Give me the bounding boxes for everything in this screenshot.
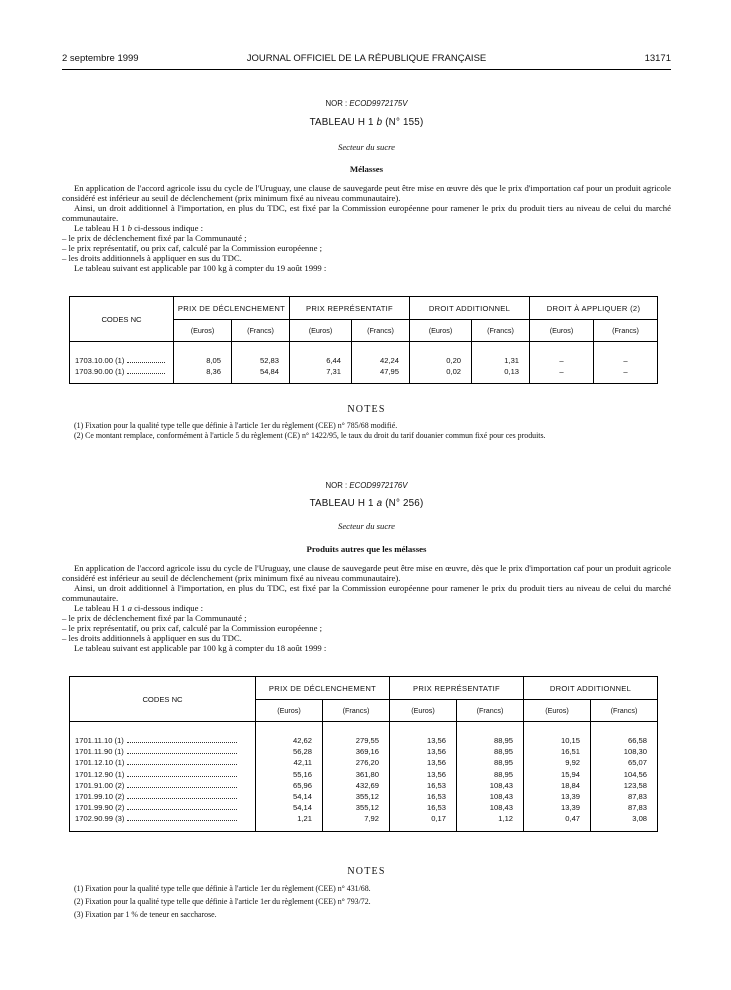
code-cell: 1702.90.99 (3) xyxy=(75,814,125,824)
notes-heading: NOTES xyxy=(347,866,386,877)
data-table xyxy=(69,296,658,384)
value-cell: 65,96 xyxy=(292,780,312,790)
value-cell: 123,58 xyxy=(623,780,648,790)
intro-prefix: Le tableau H 1 xyxy=(74,603,126,613)
subject-heading: Mélasses xyxy=(349,164,384,174)
code-cell: 1701.11.90 (1) xyxy=(75,747,124,757)
value-cell: 55,16 xyxy=(292,769,312,779)
code-cell: 1701.11.10 (1) xyxy=(75,736,124,745)
nor-label: NOR : xyxy=(325,481,348,490)
title-suffix: (N° 256) xyxy=(385,498,424,509)
header-date: 2 septembre 1999 xyxy=(62,53,139,64)
value-cell: 108,43 xyxy=(489,792,514,802)
value-cell: 15,94 xyxy=(561,769,581,779)
value-cell: 355,12 xyxy=(355,792,379,802)
unit-header: (Euros) xyxy=(524,700,591,722)
title-letter: b xyxy=(376,117,383,128)
value-cell: 104,56 xyxy=(623,769,648,779)
value-cell: 47,95 xyxy=(380,367,400,377)
codes-column xyxy=(70,722,256,832)
nor-label: NOR : xyxy=(325,99,348,108)
applicable-date: Le tableau suivant est applicable par 100 kg à compter du 18 août 1999 : xyxy=(74,643,327,653)
value-cell: 18,84 xyxy=(561,780,581,790)
unit-header: (Francs) xyxy=(323,700,390,722)
title-prefix: TABLEAU H 1 xyxy=(309,117,374,128)
bullet-item: – le prix représentatif, ou prix caf, calculé par la Commission européenne ; xyxy=(62,243,323,253)
unit-header: (Francs) xyxy=(591,700,658,722)
value-cell: 13,39 xyxy=(561,803,581,813)
value-cell: 13,56 xyxy=(426,747,446,757)
value-cell: 0,13 xyxy=(504,367,520,377)
group-header: DROIT ADDITIONNEL xyxy=(524,677,658,700)
value-column xyxy=(472,342,530,384)
code-cell: 1701.99.90 (2) xyxy=(75,803,125,813)
value-cell: 1,31 xyxy=(504,356,520,365)
value-cell: 0,20 xyxy=(446,356,462,365)
table-row xyxy=(75,746,255,757)
subject-heading: Produits autres que les mélasses xyxy=(306,544,427,554)
intro-letter: a xyxy=(127,603,132,613)
value-cell: 56,28 xyxy=(292,747,312,757)
code-cell: 1701.91.00 (2) xyxy=(75,780,125,790)
note-item: (1) Fixation pour la qualité type telle que définie à l'article 1er du règlement (CEE) n° 785/68 modifié. xyxy=(74,421,398,430)
applicable-date: Le tableau suivant est applicable par 100 kg à compter du 19 août 1999 : xyxy=(74,263,327,273)
unit-header: (Francs) xyxy=(232,320,290,342)
table-row xyxy=(75,757,255,768)
value-cell: 355,12 xyxy=(355,803,379,813)
value-cell: 8,05 xyxy=(206,356,221,365)
value-cell: 1,12 xyxy=(498,814,514,824)
value-cell: 13,56 xyxy=(426,758,446,768)
nor-reference xyxy=(62,99,671,108)
intro-paragraph xyxy=(62,223,671,233)
table-row xyxy=(75,813,255,824)
code-cell: 1703.90.00 (1) xyxy=(75,367,125,377)
value-cell: – xyxy=(623,367,628,377)
value-cell: 16,53 xyxy=(426,792,446,802)
value-cell: 8,36 xyxy=(206,367,221,377)
intro-suffix: ci-dessous indique : xyxy=(134,223,204,233)
nor-code: ECOD9972176V xyxy=(349,481,408,490)
value-column xyxy=(390,722,457,832)
value-cell: 42,11 xyxy=(293,758,312,768)
value-cell: 66,58 xyxy=(628,736,648,745)
value-cell: 54,84 xyxy=(259,367,279,377)
value-cell: 0,02 xyxy=(446,367,462,377)
value-cell: 7,92 xyxy=(364,814,379,824)
value-cell: 3,08 xyxy=(632,814,648,824)
value-column xyxy=(524,722,591,832)
value-cell: 54,14 xyxy=(292,803,312,813)
intro-paragraph: En application de l'accord agricole issu du cycle de l'Uruguay, une clause de sauvegarde peut être mise en œuvre dès que le prix d'importation caf pour un produit agricole considéré est inférieur au seuil de déclenchement (prix minimum fixé au niveau communautaire). xyxy=(62,183,671,203)
title-suffix: (N° 155) xyxy=(385,117,424,128)
table-row xyxy=(75,791,255,802)
sector-label: Secteur du sucre xyxy=(338,521,395,531)
unit-header: (Euros) xyxy=(530,320,594,342)
data-table xyxy=(69,676,658,832)
value-cell: 52,83 xyxy=(259,356,279,365)
codes-header: CODES NC xyxy=(70,677,256,722)
note-item: (3) Fixation par 1 % de teneur en saccharose. xyxy=(74,910,217,919)
value-cell: 108,30 xyxy=(623,747,648,757)
value-cell: 1,21 xyxy=(297,814,312,824)
unit-header: (Euros) xyxy=(290,320,352,342)
unit-header: (Francs) xyxy=(472,320,530,342)
unit-header: (Francs) xyxy=(352,320,410,342)
value-cell: – xyxy=(623,356,628,365)
note-item: (2) Ce montant remplace, conformément à l'article 5 du règlement (CE) n° 1422/95, le taux du droit du tarif douanier commun fixé pour ces produits. xyxy=(74,431,546,440)
unit-header: (Francs) xyxy=(457,700,524,722)
table-row xyxy=(75,769,255,780)
nor-code: ECOD9972175V xyxy=(349,99,408,108)
value-cell: 88,95 xyxy=(494,747,514,757)
value-cell: 361,80 xyxy=(355,769,379,779)
header-journal-title: JOURNAL OFFICIEL DE LA RÉPUBLIQUE FRANÇAISE xyxy=(246,53,487,64)
intro-text xyxy=(62,563,671,653)
value-column xyxy=(594,342,658,384)
table-row xyxy=(75,366,173,377)
value-cell: 87,83 xyxy=(628,792,648,802)
table-title xyxy=(62,117,671,128)
value-cell: – xyxy=(559,367,564,377)
value-column xyxy=(174,342,232,384)
table-body xyxy=(70,342,658,384)
intro-paragraph: En application de l'accord agricole issu du cycle de l'Uruguay, une clause de sauvegarde peut être mise en œuvre, dès que le prix d'importation caf pour un produit agricole considéré est inférieur au seuil de déclenchement (prix minimum fixé au niveau communautaire). xyxy=(62,563,671,583)
unit-header: (Euros) xyxy=(256,700,323,722)
value-cell: 6,44 xyxy=(326,356,341,365)
value-cell: 10,15 xyxy=(561,736,581,745)
note-item: (1) Fixation pour la qualité type telle que définie à l'article 1er du règlement (CEE) n° 431/68. xyxy=(74,884,371,893)
code-cell: 1701.12.90 (1) xyxy=(75,769,125,779)
value-cell: 88,95 xyxy=(494,736,514,745)
table-row xyxy=(75,780,255,791)
bullet-item: – les droits additionnels à appliquer en sus du TDC. xyxy=(62,633,242,643)
value-cell: 0,47 xyxy=(565,814,581,824)
value-cell: 42,24 xyxy=(380,356,400,365)
intro-paragraph: Ainsi, un droit additionnel à l'importation, en plus du TDC, est fixé par la Commission européenne pour ramener le prix du produit tiers au niveau de celui du marché communautaire. xyxy=(62,583,671,603)
code-cell: 1701.12.10 (1) xyxy=(75,758,125,768)
bullet-item: – les droits additionnels à appliquer en sus du TDC. xyxy=(62,253,242,263)
group-header: PRIX REPRÉSENTATIF xyxy=(390,677,524,700)
unit-header: (Euros) xyxy=(174,320,232,342)
value-cell: 16,53 xyxy=(426,803,446,813)
value-cell: 7,31 xyxy=(326,367,341,377)
page-header xyxy=(62,53,671,67)
value-cell: 0,17 xyxy=(431,814,446,824)
value-cell: 13,56 xyxy=(426,769,446,779)
intro-prefix: Le tableau H 1 xyxy=(74,223,126,233)
value-cell: 42,62 xyxy=(292,736,312,745)
notes-list xyxy=(62,882,671,921)
intro-suffix: ci-dessous indique : xyxy=(134,603,204,613)
table-title xyxy=(62,498,671,509)
table-row xyxy=(75,355,173,366)
notes-list xyxy=(62,421,671,441)
value-cell: 108,43 xyxy=(489,803,514,813)
codes-column xyxy=(70,342,174,384)
value-column xyxy=(352,342,410,384)
bullet-item: – le prix représentatif, ou prix caf, calculé par la Commission européenne ; xyxy=(62,623,323,633)
value-column xyxy=(323,722,390,832)
value-cell: 16,53 xyxy=(426,780,446,790)
note-item: (2) Fixation pour la qualité type telle que définie à l'article 1er du règlement (CEE) n° 793/72. xyxy=(74,897,371,906)
value-column xyxy=(410,342,472,384)
table-row xyxy=(75,802,255,813)
bullet-item: – le prix de déclenchement fixé par la Communauté ; xyxy=(62,613,247,623)
table-row xyxy=(75,735,255,746)
group-header: PRIX DE DÉCLENCHEMENT xyxy=(174,297,290,320)
code-cell: 1703.10.00 (1) xyxy=(75,356,125,365)
value-column xyxy=(232,342,290,384)
intro-paragraph xyxy=(62,603,671,613)
code-cell: 1701.99.10 (2) xyxy=(75,792,125,802)
value-column xyxy=(530,342,594,384)
value-cell: 9,92 xyxy=(565,758,581,768)
nor-reference xyxy=(62,481,671,490)
intro-letter: b xyxy=(127,223,132,233)
value-cell: 432,69 xyxy=(355,780,379,790)
bullet-item: – le prix de déclenchement fixé par la Communauté ; xyxy=(62,233,247,243)
value-column xyxy=(591,722,658,832)
value-cell: 65,07 xyxy=(628,758,648,768)
table-body xyxy=(70,722,658,832)
value-cell: 108,43 xyxy=(489,780,514,790)
value-cell: 13,56 xyxy=(426,736,446,745)
value-cell: 369,16 xyxy=(355,747,379,757)
value-cell: 276,20 xyxy=(355,758,379,768)
header-page-number: 13171 xyxy=(644,53,671,64)
value-cell: – xyxy=(559,356,564,365)
codes-header: CODES NC xyxy=(70,297,174,342)
value-column xyxy=(256,722,323,832)
value-cell: 87,83 xyxy=(628,803,648,813)
title-letter: a xyxy=(376,498,383,509)
value-cell: 16,51 xyxy=(561,747,581,757)
title-prefix: TABLEAU H 1 xyxy=(309,498,374,509)
unit-header: (Euros) xyxy=(390,700,457,722)
value-cell: 88,95 xyxy=(494,758,514,768)
intro-paragraph: Ainsi, un droit additionnel à l'importation, en plus du TDC, est fixé par la Commission européenne pour ramener le prix du produit tiers au niveau de celui du marché communautaire. xyxy=(62,203,671,223)
unit-header: (Francs) xyxy=(594,320,658,342)
value-cell: 54,14 xyxy=(292,792,312,802)
value-column xyxy=(290,342,352,384)
notes-heading: NOTES xyxy=(347,404,386,415)
value-column xyxy=(457,722,524,832)
sector-label: Secteur du sucre xyxy=(338,142,395,152)
header-rule xyxy=(62,69,671,70)
group-header: DROIT À APPLIQUER (2) xyxy=(530,297,658,320)
value-cell: 13,39 xyxy=(561,792,581,802)
group-header: PRIX DE DÉCLENCHEMENT xyxy=(256,677,390,700)
value-cell: 279,55 xyxy=(355,736,379,745)
value-cell: 88,95 xyxy=(494,769,514,779)
group-header: PRIX REPRÉSENTATIF xyxy=(290,297,410,320)
intro-text xyxy=(62,183,671,273)
unit-header: (Euros) xyxy=(410,320,472,342)
group-header: DROIT ADDITIONNEL xyxy=(410,297,530,320)
